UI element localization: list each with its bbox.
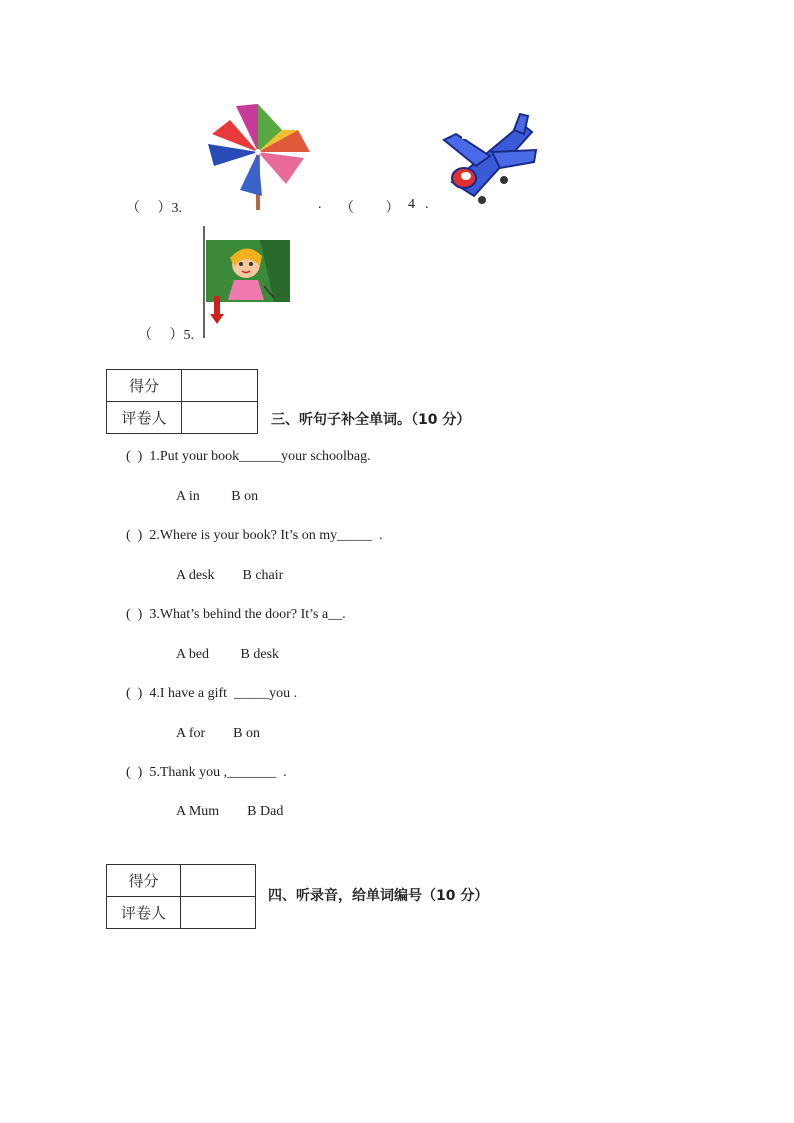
question-4: ( ) 4.I have a gift _____you .	[126, 686, 298, 701]
q3-dot: .	[318, 197, 322, 212]
grader-label: 评卷人	[107, 402, 182, 434]
airplane-icon	[432, 112, 542, 208]
question-3: ( ) 3.What’s behind the door? It’s a__.	[126, 607, 346, 622]
score-table-section3	[106, 369, 258, 434]
question-5-options: A Mum B Dad	[176, 804, 284, 819]
question-1-options: A in B on	[176, 489, 259, 504]
score-label: 得分	[107, 865, 181, 897]
score-cell[interactable]	[182, 370, 258, 402]
q4-number: 4	[408, 197, 415, 212]
question-5: ( ) 5.Thank you ,_______ .	[126, 765, 287, 780]
q4-prefix: （ ）	[340, 201, 400, 216]
score-label: 得分	[107, 370, 182, 402]
section3-title: 三、听句子补全单词。（10 分）	[271, 412, 471, 428]
score-table-section4	[106, 864, 256, 929]
question-3-options: A bed B desk	[176, 647, 280, 662]
grader-cell[interactable]	[181, 897, 256, 929]
section4-title: 四、听录音，给单词编号（10 分）	[268, 888, 489, 904]
score-cell[interactable]	[181, 865, 256, 897]
kite-icon	[200, 226, 294, 338]
question-2: ( ) 2.Where is your book? It’s on my_____ .	[126, 528, 383, 543]
grader-cell[interactable]	[182, 402, 258, 434]
pinwheel-icon	[200, 100, 320, 210]
q4-dot: .	[425, 197, 429, 212]
q5-prefix: （ ）5.	[138, 328, 194, 343]
question-2-options: A desk B chair	[176, 568, 284, 583]
question-1: ( ) 1.Put your book______your schoolbag.	[126, 449, 371, 464]
q3-prefix: （ ）3.	[126, 201, 182, 216]
question-4-options: A for B on	[176, 726, 260, 741]
grader-label: 评卷人	[107, 897, 181, 929]
